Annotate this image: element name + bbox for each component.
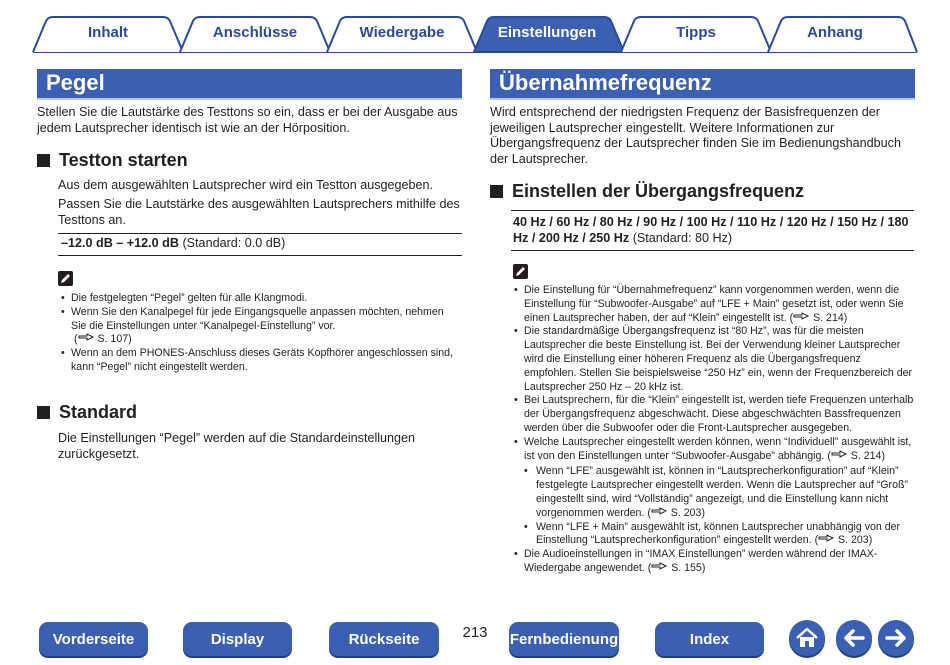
list-item: • Wenn “LFE + Main” ausgewählt ist, können Lautsprecher unabhängig von der Einstellung “Lautsprecherkonfiguration” eingestellt werden. ( S. 203) <box>524 521 914 549</box>
testton-range <box>61 236 461 252</box>
nav-button-fernbedienung[interactable]: Fernbedienung <box>509 622 619 656</box>
arrow-right-icon <box>878 620 914 656</box>
pointing-hand-icon <box>651 507 668 517</box>
subheading-label: Testton starten <box>59 150 188 170</box>
frequency-default: (Standard: 80 Hz) <box>632 230 733 245</box>
tab-einstellungen[interactable]: Einstellungen <box>497 24 597 41</box>
page-ref-link[interactable]: ( S. 155) <box>647 561 706 574</box>
pegel-intro: Stellen Sie die Lautstärke des Testtons so ein, dass er bei der Ausgabe aus jedem Lautsprecher identisch ist wie an der Hörposition. <box>37 105 458 135</box>
pointing-hand-icon <box>793 312 810 322</box>
list-item: • Die Einstellung für “Übernahmefrequenz” kann vorgenommen werden, wenn die Einstellung für “Subwoofer-Ausgabe” auf “LFE + Main” gesetzt ist, oder wenn Sie einen Lautsprecher haben, der auf “Klein” eingestellt ist. ( S. 214) <box>514 284 914 325</box>
sub-notes <box>524 465 914 548</box>
list-item: • Die festgelegten “Pegel” gelten für alle Klangmodi. <box>61 292 461 306</box>
pencil-note-icon <box>513 264 528 279</box>
list-item: • Die Audioeinstellungen in “IMAX Einstellungen” werden während der IMAX-Wiedergabe angewendet. ( S. 155) <box>514 548 914 576</box>
page-ref-link[interactable]: ( S. 203) <box>647 506 705 519</box>
divider <box>58 255 462 256</box>
tab-wiedergabe[interactable]: Wiedergabe <box>359 24 445 41</box>
uebernahme-intro: Wird entsprechend der niedrigsten Frequenz der Basisfrequenzen der jeweiligen Lautsprecher eingestellt. Weitere Informationen zur Übergangsfrequenz der Lautsprecher finden Sie im Bedienungshandbuch der Lautsprecher. <box>490 105 901 166</box>
tab-inhalt[interactable]: Inhalt <box>88 24 128 41</box>
section-header-pegel <box>37 69 462 100</box>
section-title: Übernahmefrequenz <box>499 70 712 95</box>
pencil-note-icon <box>58 271 73 286</box>
subheading-testton <box>37 150 188 171</box>
section-title: Pegel <box>46 70 105 95</box>
subheading-label: Standard <box>59 402 138 422</box>
list-item: • Wenn Sie den Kanalpegel für jede Eingangsquelle anpassen möchten, nehmen Sie die Einstellungen unter “Kanalpegel-Einstellung” vor. ( S. 107) <box>61 306 461 347</box>
pointing-hand-icon <box>651 562 668 572</box>
uebernahme-notes <box>514 284 914 576</box>
tab-anschluesse[interactable]: Anschlüsse <box>212 24 298 41</box>
frequency-options <box>513 215 913 246</box>
tab-anhang[interactable]: Anhang <box>807 24 863 41</box>
pointing-hand-icon <box>78 333 95 343</box>
pegel-notes <box>61 292 461 375</box>
testton-line2: Passen Sie die Lautstärke des ausgewählten Lautsprechers mithilfe des Testtons an. <box>58 197 460 227</box>
square-bullet-icon <box>490 185 503 198</box>
tab-tipps[interactable]: Tipps <box>676 24 716 41</box>
page-ref-link[interactable]: ( S. 214) <box>789 311 848 324</box>
home-button[interactable] <box>789 620 825 656</box>
section-header-uebernahmefrequenz <box>490 69 915 100</box>
divider <box>511 250 914 251</box>
nav-button-vorderseite[interactable]: Vorderseite <box>39 622 148 656</box>
page-ref-link[interactable]: ( S. 107) <box>74 333 132 346</box>
nav-button-rueckseite[interactable]: Rückseite <box>329 622 439 656</box>
subheading-uebergangsfrequenz <box>490 181 804 202</box>
pointing-hand-icon <box>818 534 835 544</box>
nav-button-display[interactable]: Display <box>183 622 292 656</box>
forward-button[interactable] <box>878 620 914 656</box>
subheading-standard <box>37 402 137 423</box>
list-item: • Wenn “LFE” ausgewählt ist, können in “Lautsprecherkonfiguration” auf “Klein” festgelegte Lautsprecher eingestellt werden. Wenn die Lautsprecher auf “Groß” eingestellt sind, wird “Vollständig” angezeigt, und die Einstellung kann nicht vorgenommen werden. ( S. 203) <box>524 465 914 520</box>
list-item: • Bei Lautsprechern, für die “Klein” eingestellt ist, werden tiefe Frequenzen unterhalb der Übergangsfrequenz abgeschwächt. Diese abgeschwächten Bassfrequenzen werden über die Subwoofer oder die Front-Lautsprecher ausgegeben. <box>514 394 914 435</box>
list-item: • Die standardmäßige Übergangsfrequenz ist “80 Hz”, was für die meisten Lautsprecher die beste Einstellung ist. Bei der Verwendung kleiner Lautsprecher wird die Einstellung einer höheren Frequenz als die Übergangsfrequenz empfohlen. Stellen Sie beispielsweise “250 Hz” ein, wenn der Frequenzbereich der Lautsprecher 250 Hz – 20 kHz ist. <box>514 325 914 394</box>
range-default: (Standard: 0.0 dB) <box>182 236 286 250</box>
tab-bar <box>0 0 950 54</box>
testton-line1: Aus dem ausgewählten Lautsprecher wird ein Testton ausgegeben. <box>58 178 434 192</box>
pointing-hand-icon <box>831 450 848 460</box>
square-bullet-icon <box>37 406 50 419</box>
page-ref-link[interactable]: ( S. 203) <box>814 534 873 547</box>
subheading-label: Einstellen der Übergangsfrequenz <box>512 181 805 201</box>
range-value: –12.0 dB – +12.0 dB <box>61 236 179 250</box>
nav-button-index[interactable]: Index <box>655 622 764 656</box>
arrow-left-icon <box>836 620 872 656</box>
page-ref-link[interactable]: ( S. 214) <box>827 449 885 462</box>
divider <box>58 233 462 234</box>
standard-text: Die Einstellungen “Pegel” werden auf die Standardeinstellungen zurückgesetzt. <box>58 431 416 461</box>
home-icon <box>789 620 825 656</box>
divider <box>511 210 914 211</box>
list-item: • Welche Lautsprecher eingestellt werden können, wenn “Individuell” ausgewählt ist, ist von den Einstellungen unter “Subwoofer-Ausgabe” abhängig. ( S. 214) • Wenn “LFE” ausgewählt ist, können in “Lautsprecherkonfiguration” auf “Klein” festgelegte Lautsprecher eingestellt werden. Wenn die Lautsprecher auf “Groß” eingestellt sind, wird “Vollständig” angezeigt, und die Einstellung kann nicht vorgenommen werden. ( S. 203) • Wenn “LFE + Main” ausgewählt ist, können Lautsprecher unabhängig von der Einstellung “Lautsprecherkonfiguration” eingestellt werden. ( S. 203) <box>514 436 914 548</box>
list-item: • Wenn an dem PHONES-Anschluss dieses Geräts Kopfhörer angeschlossen sind, kann “Pegel” nicht eingestellt werden. <box>61 347 461 375</box>
frequency-values: 40 Hz / 60 Hz / 80 Hz / 90 Hz / 100 Hz / 110 Hz / 120 Hz / 150 Hz / 180 Hz / 200 Hz / 250 Hz <box>513 215 909 245</box>
back-button[interactable] <box>836 620 872 656</box>
page-number: 213 <box>462 624 488 641</box>
square-bullet-icon <box>37 154 50 167</box>
